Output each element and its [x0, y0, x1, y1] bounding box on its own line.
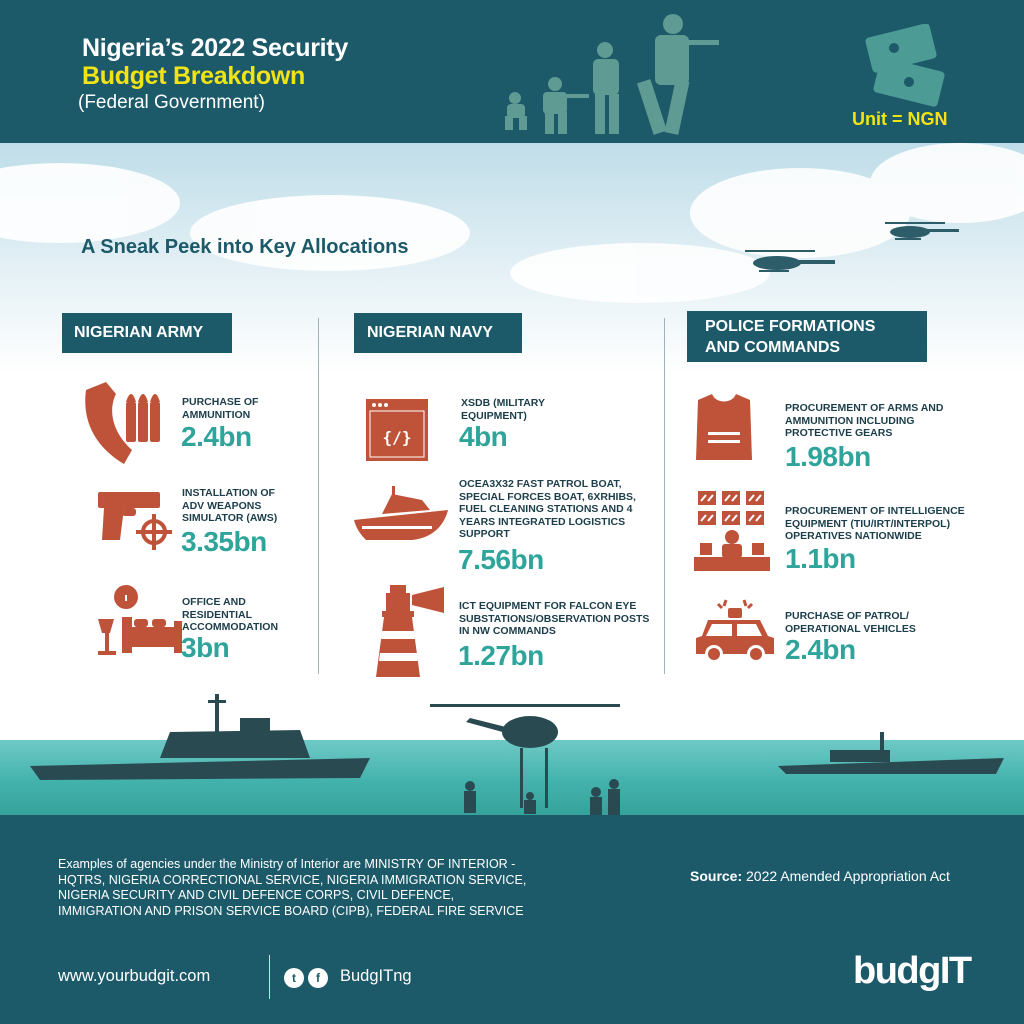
army-item-1-value: 2.4bn — [181, 421, 252, 452]
army-item-3-label: OFFICE AND RESIDENTIAL ACCOMMODATION — [182, 596, 279, 633]
army-item-2-label: INSTALLATION OF ADV WEAPONS SIMULATOR (AWS) — [182, 487, 278, 524]
police-item-3-value: 2.4bn — [785, 634, 856, 665]
source-note — [690, 868, 950, 884]
lighthouse-icon — [370, 583, 446, 679]
subtitle: (Federal Government) — [78, 92, 265, 113]
navy-item-1-value: 4bn — [459, 421, 508, 452]
source-label: Source: — [690, 868, 743, 884]
svg-text:{/}: {/} — [382, 428, 412, 447]
army-heading: NIGERIAN ARMY — [62, 313, 232, 353]
army-item-1-label: PURCHASE OF AMMUNITION — [182, 396, 259, 421]
soldiers-silhouette-icon — [495, 10, 725, 140]
column-divider-1 — [318, 318, 319, 674]
police-heading: POLICE FORMATIONS AND COMMANDS — [687, 311, 927, 362]
police-item-3-label: PURCHASE OF PATROL/ OPERATIONAL VEHICLES — [785, 610, 916, 635]
patrol-car-icon — [694, 598, 776, 666]
facebook-icon[interactable]: f — [308, 968, 328, 988]
navy-item-3-value: 1.27bn — [458, 640, 544, 671]
navy-item-3-label: ICT EQUIPMENT FOR FALCON EYE SUBSTATIONS/OBSERVATION POSTS IN NW COMMANDS — [459, 600, 650, 637]
footer-divider — [269, 955, 270, 999]
bedroom-icon — [96, 583, 184, 661]
police-item-2-label: PROCUREMENT OF INTELLIGENCE EQUIPMENT (TIU/IRT/INTERPOL) OPERATIVES NATIONWIDE — [785, 505, 965, 542]
police-item-2-value: 1.1bn — [785, 543, 856, 574]
pistol-target-icon — [98, 488, 178, 554]
navy-heading: NIGERIAN NAVY — [354, 313, 522, 353]
title-line-1: Nigeria’s 2022 Security — [82, 34, 348, 62]
naval-scene-silhouette-icon — [0, 688, 1024, 823]
social-handle[interactable]: BudgITng — [340, 967, 412, 985]
army-item-3-value: 3bn — [181, 632, 230, 663]
unit-label: Unit = NGN — [852, 109, 948, 129]
agencies-note: Examples of agencies under the Ministry of Interior are MINISTRY OF INTERIOR - HQTRS, NIGERIA CORRECTIONAL SERVICE, NIGERIA IMMIGRATION SERVICE, NIGERIA SECURITY AND CIVIL DEFENCE CORPS, CIVIL DEFENCE, IMMIGRATION AND PRISON SERVICE BOARD (CIPB), FEDERAL FIRE SERVICE — [58, 857, 527, 918]
police-item-1-label: PROCUREMENT OF ARMS AND AMMUNITION INCLUDING PROTECTIVE GEARS — [785, 402, 944, 439]
source-text: 2022 Amended Appropriation Act — [746, 868, 950, 884]
budgit-logo: budgIT — [853, 950, 971, 992]
army-item-2-value: 3.35bn — [181, 526, 267, 557]
money-bills-icon — [862, 24, 952, 108]
boat-icon — [352, 484, 452, 542]
title-line-2: Budget Breakdown — [82, 62, 305, 90]
police-item-1-value: 1.98bn — [785, 441, 871, 472]
twitter-icon[interactable]: t — [284, 968, 304, 988]
section-title: A Sneak Peek into Key Allocations — [81, 236, 409, 258]
navy-item-2-value: 7.56bn — [458, 544, 544, 575]
website-link[interactable]: www.yourbudgit.com — [58, 967, 211, 985]
ammunition-icon — [80, 380, 164, 466]
operator-desk-icon — [694, 491, 770, 573]
helicopters-icon — [745, 216, 965, 281]
header-banner — [0, 0, 1024, 143]
code-window-icon — [366, 399, 428, 461]
column-divider-2 — [664, 318, 665, 674]
vest-icon — [694, 392, 754, 462]
navy-item-1-label: XSDB (MILITARY EQUIPMENT) — [461, 397, 545, 422]
navy-item-2-label: OCEA3X32 FAST PATROL BOAT, SPECIAL FORCES BOAT, 6XRHIBS, FUEL CLEANING STATIONS AND 4 YEARS INTEGRATED LOGISTICS SUPPORT — [459, 478, 636, 540]
